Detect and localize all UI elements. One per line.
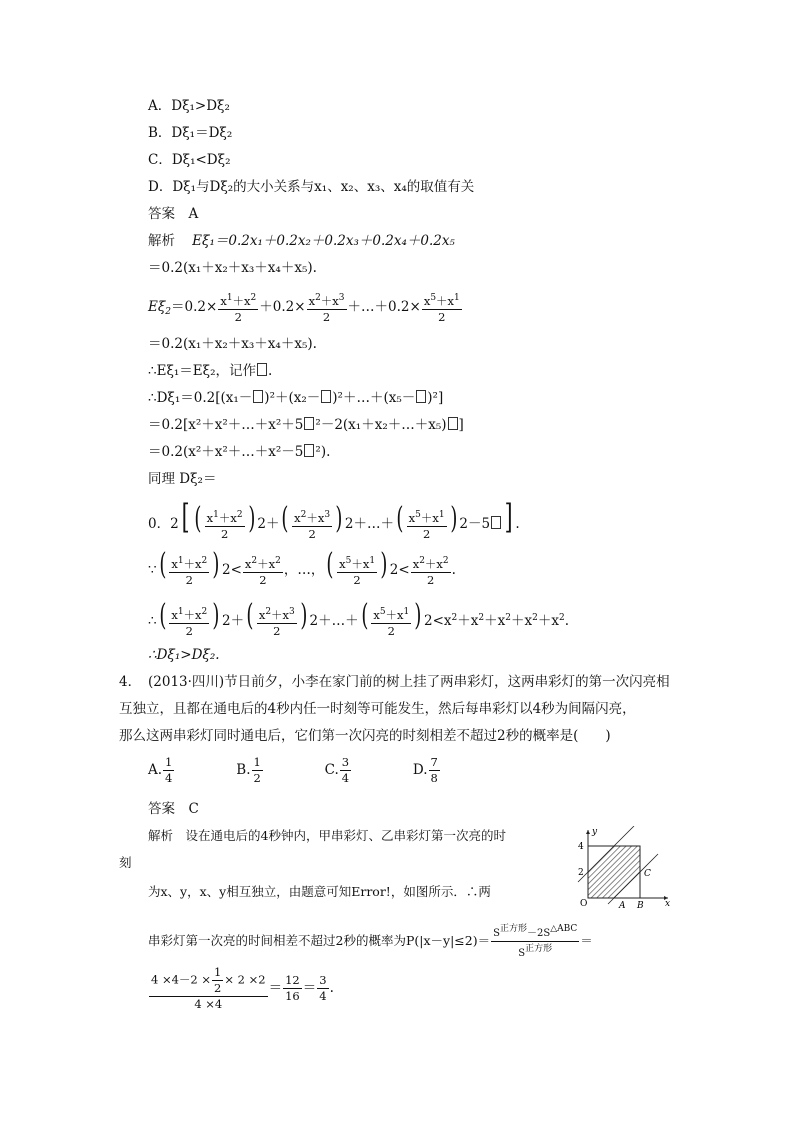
q4-options [148, 752, 497, 788]
option-c: C．Dξ₁<Dξ₂ [148, 152, 231, 168]
tick-4: 4 [578, 842, 584, 852]
q3-therefore-line: ∴( $\frac{x^1+x^2}{2}$ ) 2＋( $\frac{x^2+x^3}{2}$ ) 2＋…＋( $\frac{x^5+x^1}{2}$ ) $2<x^2+x^2+x^2+x^2+x^2$. [148, 598, 569, 638]
q3-analysis-line-5: ∴Eξ₁＝Eξ₂，记作 . [148, 363, 273, 379]
q3-variance-line-3: ＝0.2(x²＋x²＋…＋x²－5 ²). [148, 444, 331, 460]
y-axis-label: y [592, 827, 598, 837]
expectation-1: Eξ₁＝0.2x₁＋0.2x₂＋0.2x₃＋0.2x₄＋0.2x₅ [192, 233, 455, 249]
placeholder-box [416, 390, 426, 403]
analysis-label: 解析 [148, 233, 175, 249]
q3-variance-line-2: ＝0.2[x²＋x²＋…＋x²＋5 ²－2(x₁＋x₂＋…＋x₅) ] [148, 417, 464, 433]
placeholder-box [253, 390, 263, 403]
q3-analysis-line-1 [148, 232, 455, 250]
q4-number: 4． [119, 674, 142, 690]
q4-line-3: 那么这两串彩灯同时通电后，它们第一次闪亮的时刻相差不超过2秒的概率是( ) [119, 728, 611, 744]
q4-option-b: B. $\frac{1}{2}$ [236, 755, 261, 785]
q3-variance-2-expansion: 0．2[ ( $\frac{x^1+x^2}{2}$ ) 2＋( $\frac{x^2+x^3}{2}$ ) 2＋…＋( $\frac{x^5+x^1}{2}$ ) 2－5 ] . [148, 497, 520, 541]
q4-analysis-line-2: 刻 [119, 855, 132, 870]
placeholder-box [304, 417, 314, 430]
placeholder-box [304, 444, 314, 457]
option-b: B．Dξ₁＝Dξ₂ [148, 125, 233, 141]
q4-answer: 答案 C [148, 801, 199, 817]
q3-expectation-2: $E\xi_2=0.2\times$ $\frac{x^1+x^2}{2}$ ＋0.2× $\frac{x^2+x^3}{2}$ ＋…＋0.2× $\frac{x^5+x^1}{2}$ [148, 292, 460, 324]
q3-variance-line-1: ∴Dξ₁＝0.2[(x₁－ )²＋(x₂－ )²＋…＋(x₅－ )²] [148, 390, 444, 406]
q4-option-d: D. $\frac{7}{8}$ [412, 755, 438, 785]
option-a: A．Dξ₁>Dξ₂ [148, 98, 230, 114]
placeholder-box [321, 390, 331, 403]
tick-2: 2 [578, 868, 584, 878]
placeholder-box [257, 363, 267, 376]
q3-answer: 答案 A [148, 206, 199, 222]
shaded-region [588, 846, 640, 898]
q4-analysis-line-3: 为x、y，x、y相互独立，由题意可知Error!，如图所示．∴两 [148, 884, 491, 899]
origin-label: O [580, 899, 588, 908]
x-axis-label: x [665, 899, 671, 908]
q4-result: 4 ×4－2 × $\frac{1}{2}$ × 2 ×2 4 ×4 ＝ $\frac{12}{16}$ ＝ $\frac{3}{4}$ . [151, 965, 334, 1011]
q4-line-2: 互独立，且都在通电后的4秒内任一时刻等可能发生，然后每串彩灯以4秒为间隔闪亮， [119, 701, 636, 717]
probability-figure [572, 826, 672, 908]
point-c-label: C [644, 869, 651, 879]
q3-analysis-line-4: ＝0.2(x₁＋x₂＋x₃＋x₄＋x₅). [148, 336, 317, 352]
q3-similarly: 同理 Dξ₂＝ [148, 471, 217, 487]
q3-conclusion: ∴Dξ₁>Dξ₂. [148, 647, 220, 663]
point-a-label: A [619, 901, 626, 908]
q3-analysis-line-2: ＝0.2(x₁＋x₂＋x₃＋x₄＋x₅). [148, 260, 317, 276]
q4-line-1: (2013·四川)节日前夕，小李在家门前的树上挂了两串彩灯，这两串彩灯的第一次闪亮相 [148, 674, 670, 690]
q4-option-a: A. $\frac{1}{4}$ [148, 755, 173, 785]
q3-because-line: ∵( $\frac{x^1+x^2}{2}$ ) 2< $\frac{x^2+x^2}{2}$ ，…，( $\frac{x^5+x^1}{2}$ ) 2< $\frac{x^2+x^2}{2}$ . [148, 547, 456, 587]
point-b-label: B [637, 901, 644, 908]
q4-analysis-line-1: 解析 设在通电后的4秒钟内，甲串彩灯、乙串彩灯第一次亮的时 [148, 828, 506, 843]
q4-analysis-line-4: 串彩灯第一次亮的时间相差不超过2秒的概率为P(|x－y|≤2)＝ $\frac{S^{正方形}-2S^{\triangle ABC}}{S^{正方形}}$ ＝ [148, 924, 593, 959]
placeholder-box [448, 417, 458, 430]
option-d: D．Dξ₁与Dξ₂的大小关系与x₁、x₂、x₃、x₄的取值有关 [148, 179, 475, 195]
q4-option-c: C. $\frac{3}{4}$ [324, 755, 350, 785]
